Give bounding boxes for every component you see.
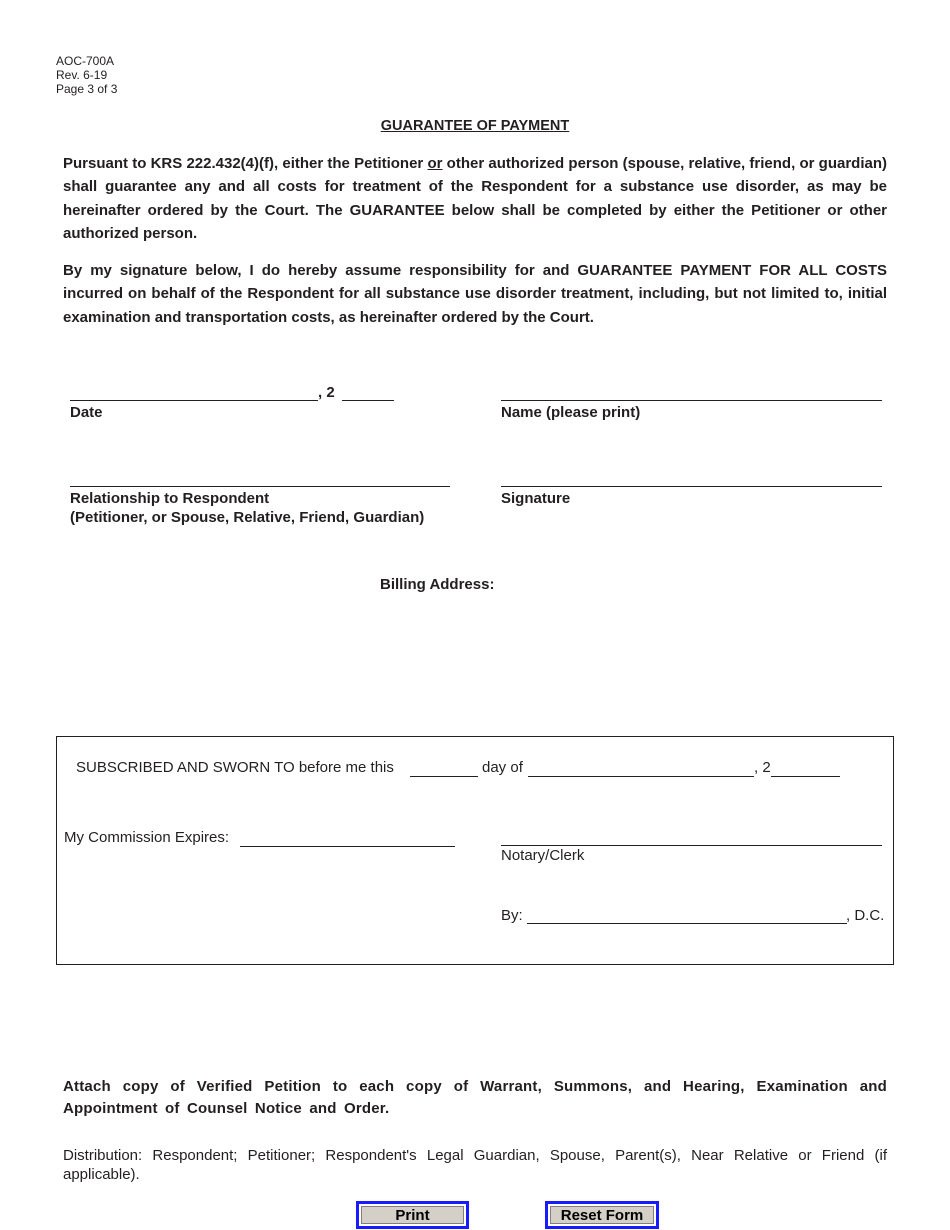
statute-paragraph: Pursuant to KRS 222.432(4)(f), either the Petitioner or other authorized person (spouse, relative, friend, or guardian) shall guarantee any and all costs for treatment of the Respondent for a substance use disorder, as may be hereinafter ordered by the Court. The GUARANTEE below shall be completed by either the Petitioner or other authorized person. — [63, 155, 887, 242]
commission-label: My Commission Expires: — [64, 829, 230, 846]
page-title: GUARANTEE OF PAYMENT — [380, 118, 570, 134]
reset-form-button-label: Reset Form — [550, 1206, 654, 1224]
notary-signature-input[interactable] — [501, 845, 882, 846]
sworn-month-input[interactable] — [528, 776, 754, 777]
print-button[interactable] — [356, 1201, 469, 1229]
day-of-text: day of — [482, 759, 523, 776]
date-input[interactable] — [70, 400, 318, 401]
reset-form-button[interactable] — [545, 1201, 659, 1229]
distribution-text: Distribution: Respondent; Petitioner; Respondent's Legal Guardian, Spouse, Parent(s), Near Relative or Friend (if applicable). — [63, 1147, 887, 1183]
form-revision: Rev. 6-19 — [56, 68, 108, 82]
date-year-prefix: , 2 — [318, 384, 335, 401]
guarantee-paragraph: By my signature below, I do hereby assume responsibility for and GUARANTEE PAYMENT FOR ALL COSTS incurred on behalf of the Respondent for all substance use disorder treatment, including, but not limited to, initial examination and transportation costs, as hereinafter ordered by the Court. — [63, 262, 887, 326]
dc-suffix: , D.C. — [846, 907, 885, 924]
sworn-year-prefix: , 2 — [754, 759, 771, 776]
name-label: Name (please print) — [501, 404, 641, 421]
date-year-input[interactable] — [342, 400, 394, 401]
form-number: AOC-700A — [56, 54, 115, 68]
commission-expires-input[interactable] — [240, 846, 455, 847]
deputy-clerk-input[interactable] — [527, 923, 847, 924]
sworn-text: SUBSCRIBED AND SWORN TO before me this — [76, 759, 394, 776]
attach-notice: Attach copy of Verified Petition to each copy of Warrant, Summons, and Hearing, Examination and Appointment of Counsel Notice and Order. — [63, 1078, 887, 1117]
signature-input[interactable] — [501, 486, 882, 487]
name-input[interactable] — [501, 400, 882, 401]
billing-address-input[interactable] — [380, 600, 880, 720]
relationship-input[interactable] — [70, 486, 450, 487]
form-header — [56, 54, 117, 96]
notary-clerk-label: Notary/Clerk — [501, 847, 585, 864]
by-label: By: — [501, 907, 523, 924]
relationship-hint: (Petitioner, or Spouse, Relative, Friend, Guardian) — [70, 509, 425, 526]
relationship-label: Relationship to Respondent — [70, 490, 270, 507]
sworn-year-input[interactable] — [771, 776, 840, 777]
page-number: Page 3 of 3 — [56, 82, 118, 96]
print-button-label: Print — [361, 1206, 464, 1224]
signature-label: Signature — [501, 490, 571, 507]
sworn-day-input[interactable] — [410, 776, 478, 777]
date-label: Date — [70, 404, 103, 421]
billing-address-label: Billing Address: — [380, 576, 495, 593]
